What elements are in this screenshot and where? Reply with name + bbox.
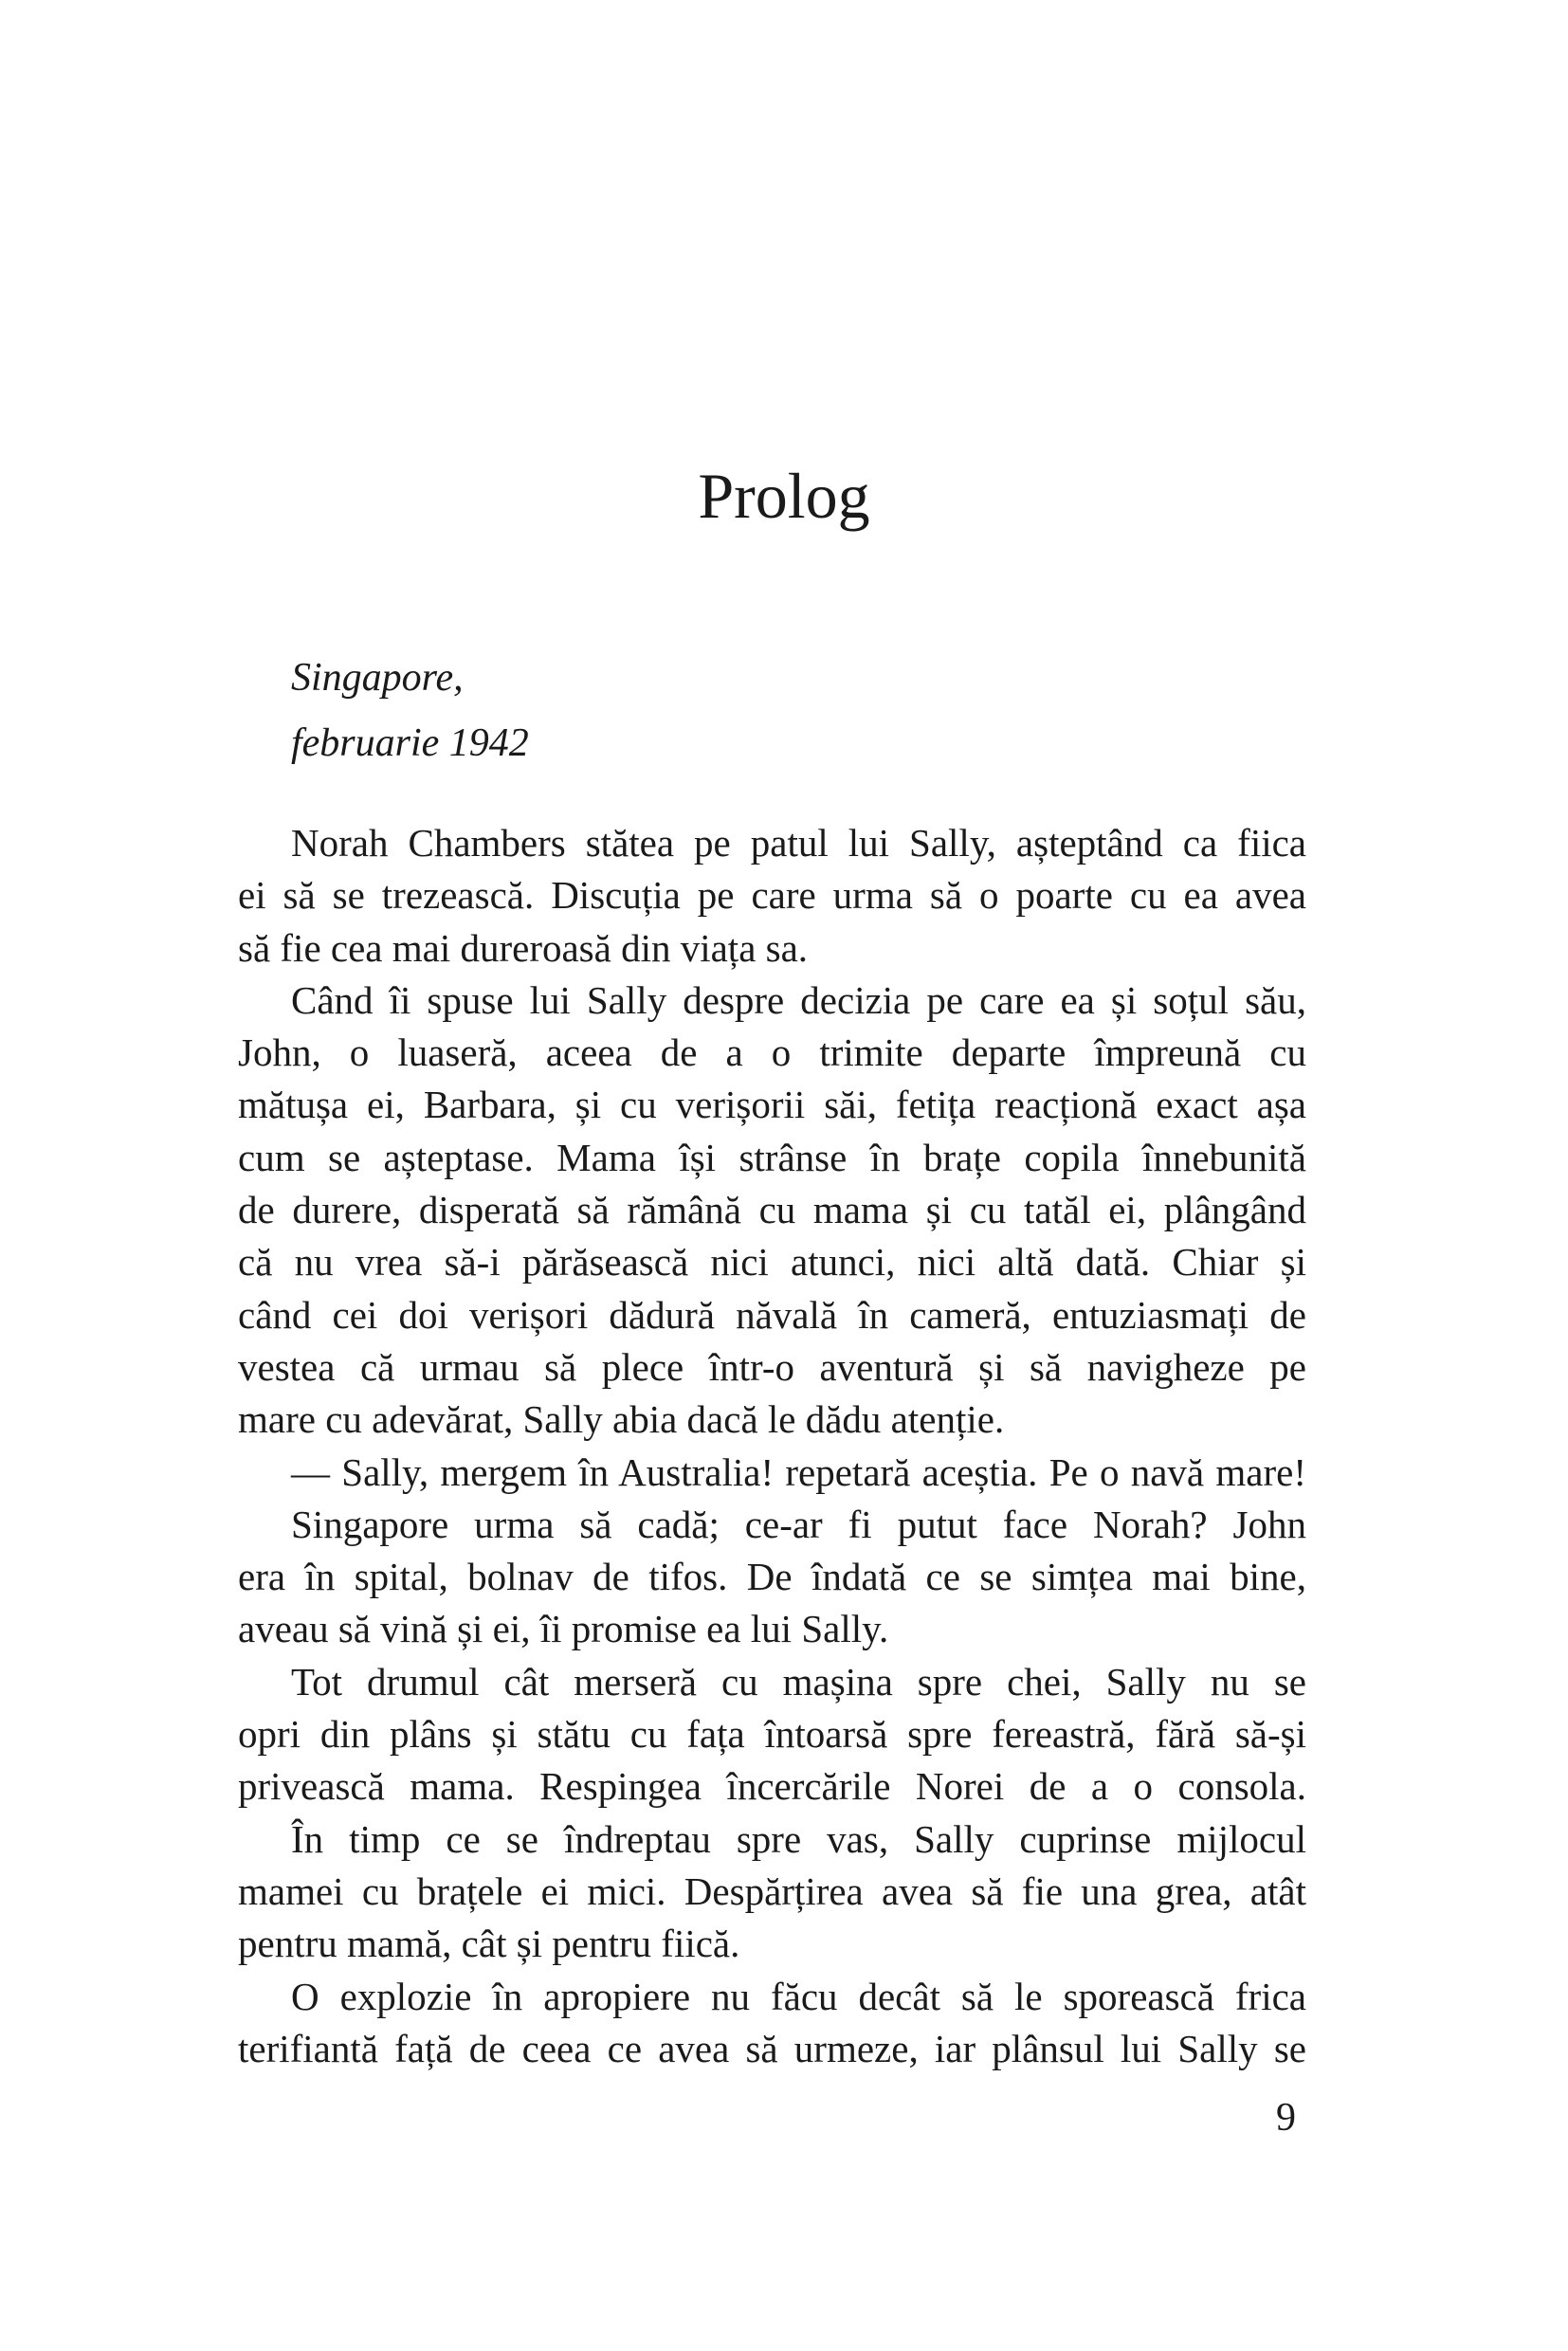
text-line: era în spital, bolnav de tifos. De îndată ce se simțea mai bine, — [238, 1555, 1306, 1599]
text-line: vestea că urmau să plece într-o aventură și să navigheze pe — [238, 1344, 1306, 1389]
text-line: Când îi spuse lui Sally despre decizia pe care ea și soțul său, — [291, 977, 1306, 1022]
text-line: opri din plâns și stătu cu fața întoarsă spre fereastră, fără să-și — [238, 1712, 1306, 1757]
text-line: O explozie în apropiere nu făcu decât să le sporească frica — [291, 1974, 1306, 2018]
location-heading: Singapore, — [291, 656, 464, 700]
text-line: Norah Chambers stătea pe patul lui Sally, așteptând ca fiica — [291, 821, 1306, 865]
text-line: John, o luaseră, aceea de a o trimite departe împreună cu — [238, 1030, 1306, 1075]
text-line: să fie cea mai dureroasă din viața sa. — [238, 925, 809, 970]
text-line: pentru mamă, cât și pentru fiică. — [238, 1922, 740, 1966]
text-line: Singapore urma să cadă; ce-ar fi putut face Norah? John — [291, 1502, 1306, 1546]
page-number: 9 — [1276, 2096, 1296, 2140]
text-line: că nu vrea să-i părăsească nici atunci, nici altă dată. Chiar și — [238, 1240, 1306, 1285]
text-line: ei să se trezească. Discuția pe care urma să o poarte cu ea avea — [238, 873, 1306, 918]
text-line: când cei doi verișori dădură năvală în cameră, entuziasmați de — [238, 1292, 1306, 1337]
text-line: terifiantă față de ceea ce avea să urmeze, iar plânsul lui Sally se — [238, 2026, 1306, 2070]
text-line: Tot drumul cât merseră cu mașina spre chei, Sally nu se — [291, 1659, 1306, 1704]
text-line: În timp ce se îndreptau spre vas, Sally cuprinse mijlocul — [291, 1816, 1306, 1861]
text-line: de durere, disperată să rămână cu mama și cu tatăl ei, plângând — [238, 1188, 1306, 1232]
text-line: cum se așteptase. Mama își strânse în brațe copila înnebunită — [238, 1135, 1306, 1179]
text-line: mătușa ei, Barbara, și cu verișorii săi, fetița reacționă exact așa — [238, 1083, 1306, 1127]
chapter-title: Prolog — [698, 460, 870, 532]
text-line: mamei cu brațele ei mici. Despărțirea avea să fie una grea, atât — [238, 1868, 1306, 1913]
text-line: privească mama. Respingea încercările Norei de a o consola. — [238, 1764, 1306, 1809]
text-line: — Sally, mergem în Australia! repetară aceștia. Pe o navă mare! — [291, 1449, 1306, 1494]
text-line: aveau să vină și ei, îi promise ea lui Sally. — [238, 1607, 889, 1651]
body-text — [238, 817, 1306, 2075]
text-line: mare cu adevărat, Sally abia dacă le dădu atenție. — [238, 1397, 1005, 1442]
date-heading: februarie 1942 — [291, 721, 529, 765]
